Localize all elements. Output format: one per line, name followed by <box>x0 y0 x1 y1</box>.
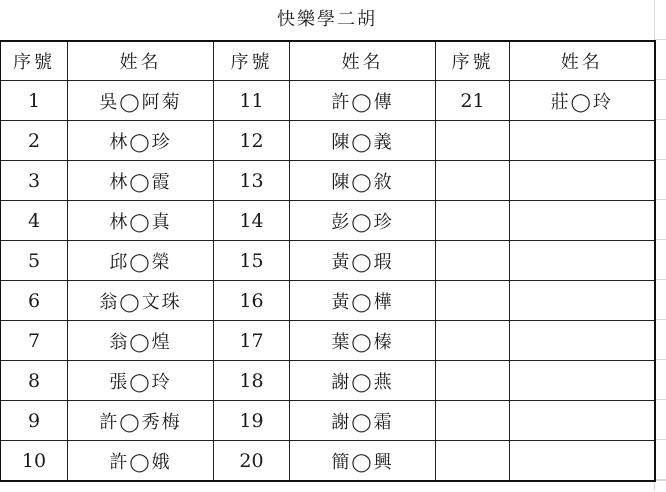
name-cell[interactable]: 簡◯興 <box>290 441 436 482</box>
name-cell[interactable] <box>510 361 655 401</box>
name-cell[interactable] <box>510 161 655 201</box>
seq-cell[interactable]: 6 <box>1 281 68 321</box>
seq-cell[interactable] <box>436 201 510 241</box>
name-cell[interactable]: 謝◯霜 <box>290 401 436 441</box>
name-cell[interactable] <box>510 441 655 482</box>
name-cell[interactable] <box>510 321 655 361</box>
seq-cell[interactable]: 10 <box>1 441 68 482</box>
table-row <box>1 161 655 201</box>
seq-cell[interactable]: 17 <box>214 321 290 361</box>
seq-cell[interactable]: 15 <box>214 241 290 281</box>
seq-cell[interactable] <box>436 121 510 161</box>
table-row <box>1 401 655 441</box>
name-cell[interactable] <box>510 241 655 281</box>
table-row <box>1 241 655 281</box>
table-row <box>1 121 655 161</box>
header-name[interactable]: 姓名 <box>68 41 214 81</box>
name-cell[interactable]: 陳◯義 <box>290 121 436 161</box>
name-cell[interactable]: 謝◯燕 <box>290 361 436 401</box>
seq-cell[interactable]: 13 <box>214 161 290 201</box>
name-cell[interactable]: 林◯霞 <box>68 161 214 201</box>
seq-cell[interactable]: 12 <box>214 121 290 161</box>
name-cell[interactable]: 許◯娥 <box>68 441 214 482</box>
name-cell[interactable]: 黃◯瑕 <box>290 241 436 281</box>
name-cell[interactable]: 許◯秀梅 <box>68 401 214 441</box>
seq-cell[interactable]: 19 <box>214 401 290 441</box>
table-row <box>1 201 655 241</box>
name-cell[interactable]: 林◯真 <box>68 201 214 241</box>
seq-cell[interactable] <box>436 441 510 482</box>
table-row <box>1 321 655 361</box>
header-row <box>1 41 655 81</box>
seq-cell[interactable]: 8 <box>1 361 68 401</box>
name-cell[interactable]: 許◯傳 <box>290 81 436 121</box>
table-row <box>1 281 655 321</box>
name-cell[interactable]: 黃◯樺 <box>290 281 436 321</box>
name-cell[interactable]: 林◯珍 <box>68 121 214 161</box>
name-cell[interactable]: 張◯玲 <box>68 361 214 401</box>
header-name[interactable]: 姓名 <box>510 41 655 81</box>
name-cell[interactable] <box>510 281 655 321</box>
table-row <box>1 81 655 121</box>
name-cell[interactable] <box>510 121 655 161</box>
name-cell[interactable]: 翁◯煌 <box>68 321 214 361</box>
header-seq[interactable]: 序號 <box>1 41 68 81</box>
seq-cell[interactable]: 18 <box>214 361 290 401</box>
name-cell[interactable]: 葉◯榛 <box>290 321 436 361</box>
seq-cell[interactable]: 21 <box>436 81 510 121</box>
seq-cell[interactable]: 20 <box>214 441 290 482</box>
seq-cell[interactable]: 1 <box>1 81 68 121</box>
name-cell[interactable]: 莊◯玲 <box>510 81 655 121</box>
seq-cell[interactable]: 3 <box>1 161 68 201</box>
seq-cell[interactable]: 9 <box>1 401 68 441</box>
name-cell[interactable]: 陳◯敘 <box>290 161 436 201</box>
seq-cell[interactable] <box>436 161 510 201</box>
name-cell[interactable]: 翁◯文珠 <box>68 281 214 321</box>
seq-cell[interactable]: 14 <box>214 201 290 241</box>
name-cell[interactable]: 邱◯榮 <box>68 241 214 281</box>
seq-cell[interactable]: 16 <box>214 281 290 321</box>
name-cell[interactable]: 彭◯珍 <box>290 201 436 241</box>
seq-cell[interactable] <box>436 281 510 321</box>
seq-cell[interactable]: 7 <box>1 321 68 361</box>
spreadsheet-gridlines <box>654 0 666 491</box>
seq-cell[interactable]: 2 <box>1 121 68 161</box>
table-row <box>1 441 655 482</box>
name-cell[interactable] <box>510 201 655 241</box>
roster-title: 快樂學二胡 <box>277 9 377 30</box>
seq-cell[interactable]: 11 <box>214 81 290 121</box>
header-seq[interactable]: 序號 <box>436 41 510 81</box>
seq-cell[interactable]: 4 <box>1 201 68 241</box>
name-cell[interactable]: 吳◯阿菊 <box>68 81 214 121</box>
name-cell[interactable] <box>510 401 655 441</box>
seq-cell[interactable] <box>436 401 510 441</box>
seq-cell[interactable] <box>436 241 510 281</box>
header-name[interactable]: 姓名 <box>290 41 436 81</box>
header-seq[interactable]: 序號 <box>214 41 290 81</box>
seq-cell[interactable] <box>436 361 510 401</box>
seq-cell[interactable]: 5 <box>1 241 68 281</box>
roster-table <box>0 40 656 482</box>
seq-cell[interactable] <box>436 321 510 361</box>
table-row <box>1 361 655 401</box>
